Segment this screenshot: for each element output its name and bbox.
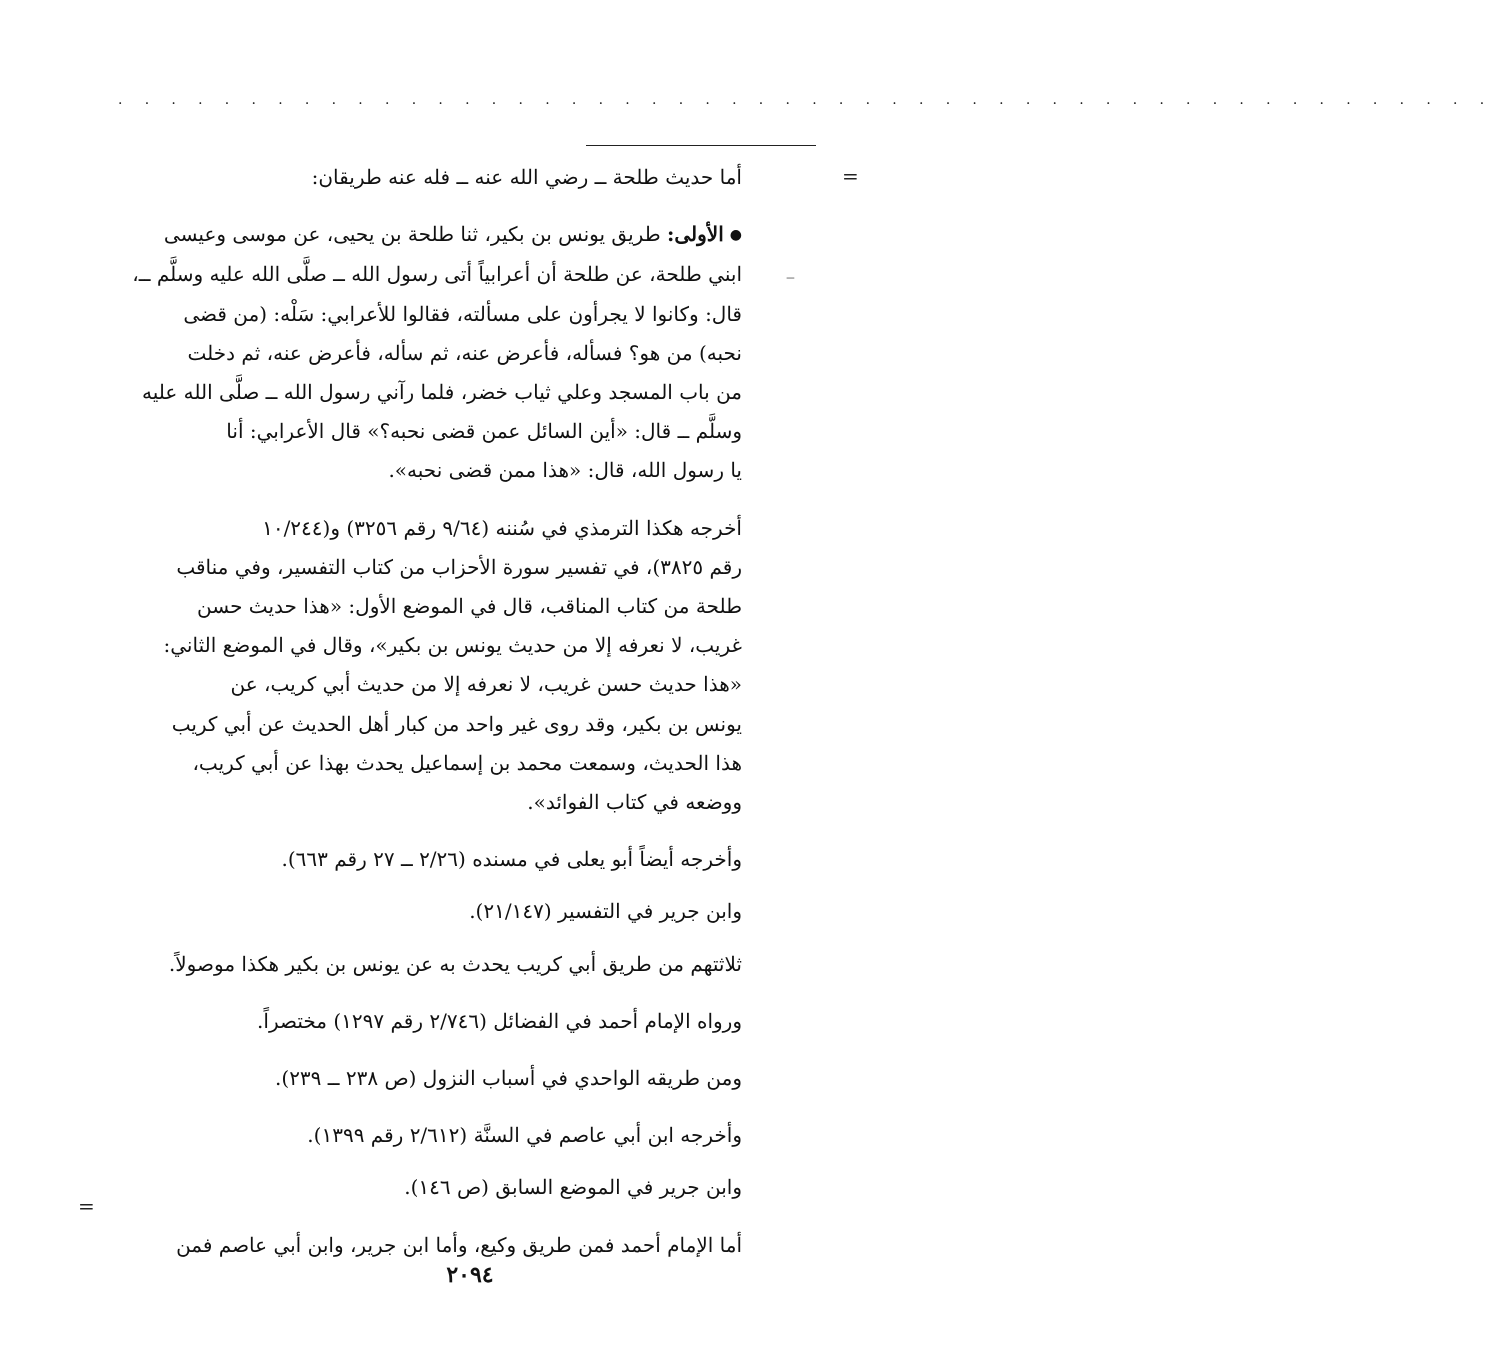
tirmidhi-line: طلحة من كتاب المناقب، قال في الموضع الأول: «هذا حديث حسن xyxy=(197,593,742,618)
continuation-mark-bottom: = xyxy=(78,1194,95,1218)
header-rule xyxy=(586,145,816,146)
page-number: ٢٠٩٤ xyxy=(446,1262,494,1288)
margin-speck: ‒ xyxy=(786,270,795,286)
page-body xyxy=(112,158,742,1265)
intro-line: أما حديث طلحة ــ رضي الله عنه ــ فله عنه طريقان: xyxy=(311,165,742,189)
abu-yala-line: وأخرجه أيضاً أبو يعلى في مسنده (٢/٢٦ ــ ٢٧ رقم ٦٦٣). xyxy=(281,847,742,872)
ahmad-line: ورواه الإمام أحمد في الفضائل (٢/٧٤٦ رقم ١٢٩٧) مختصراً. xyxy=(257,1008,742,1033)
tirmidhi-line: ووضعه في كتاب الفوائد». xyxy=(527,789,742,814)
ibn-jarir-second-line: وابن جرير في الموضع السابق (ص ١٤٦). xyxy=(404,1175,742,1200)
tirmidhi-line: أخرجه هكذا الترمذي في سُننه (٩/٦٤ رقم ٣٢٥٦) و(١٠/٢٤٤ xyxy=(262,515,742,540)
first-way-text: طريق يونس بن بكير، ثنا طلحة بن يحيى، عن موسى وعيسى xyxy=(163,222,661,247)
tirmidhi-paragraph xyxy=(112,509,742,823)
first-way-line: من باب المسجد وعلي ثياب خضر، فلما رآني رسول الله ــ صلَّى الله عليه xyxy=(142,379,742,404)
wahidi-line: ومن طريقه الواحدي في أسباب النزول (ص ٢٣٨ ــ ٢٣٩). xyxy=(275,1065,742,1090)
first-way-paragraph xyxy=(112,215,742,490)
dot-leader: · · · · · · · · · · · · · · · · · · · · · · · · · · · · · · · · · · · · · · · · · · · · · · · · · · · · xyxy=(118,96,1493,112)
first-way-line-1 xyxy=(112,215,742,255)
bullet-icon: ● xyxy=(729,227,742,244)
tirmidhi-line: رقم ٣٨٢٥)، في تفسير سورة الأحزاب من كتاب التفسير، وفي مناقب xyxy=(176,554,742,579)
continuation-mark-top: = xyxy=(842,164,859,188)
first-way-line: قال: وكانوا لا يجرأون على مسألته، فقالوا للأعرابي: سَلْه: (من قضى xyxy=(183,301,742,326)
first-way-line: ابني طلحة، عن طلحة أن أعرابياً أتى رسول الله ــ صلَّى الله عليه وسلَّم ــ، xyxy=(132,262,742,287)
ibn-abi-asim-line: وأخرجه ابن أبي عاصم في السنَّة (٢/٦١٢ رقم ١٣٩٩). xyxy=(307,1123,742,1148)
first-way-line: يا رسول الله، قال: «هذا ممن قضى نحبه». xyxy=(388,458,742,483)
thalathatuhum-line: ثلاثتهم من طريق أبي كريب يحدث به عن يونس بن بكير هكذا موصولاً. xyxy=(168,951,742,976)
tirmidhi-line: هذا الحديث، وسمعت محمد بن إسماعيل يحدث بهذا عن أبي كريب، xyxy=(192,750,742,775)
ibn-jarir-line: وابن جرير في التفسير (٢١/١٤٧). xyxy=(469,899,742,924)
first-way-line: وسلَّم ــ قال: «أين السائل عمن قضى نحبه؟» قال الأعرابي: أنا xyxy=(226,419,742,444)
tirmidhi-line: «هذا حديث حسن غريب، لا نعرفه إلا من حديث أبي كريب، عن xyxy=(230,672,742,697)
tirmidhi-line: يونس بن بكير، وقد روى غير واحد من كبار أهل الحديث عن أبي كريب xyxy=(171,711,742,736)
first-way-lead: الأولى: xyxy=(667,222,724,247)
closing-line: أما الإمام أحمد فمن طريق وكيع، وأما ابن جرير، وابن أبي عاصم فمن xyxy=(176,1232,742,1257)
tirmidhi-line: غريب، لا نعرفه إلا من حديث يونس بن بكير»، وقال في الموضع الثاني: xyxy=(163,633,742,658)
first-way-line: نحبه) من هو؟ فسأله، فأعرض عنه، ثم سأله، فأعرض عنه، ثم دخلت xyxy=(187,340,742,365)
